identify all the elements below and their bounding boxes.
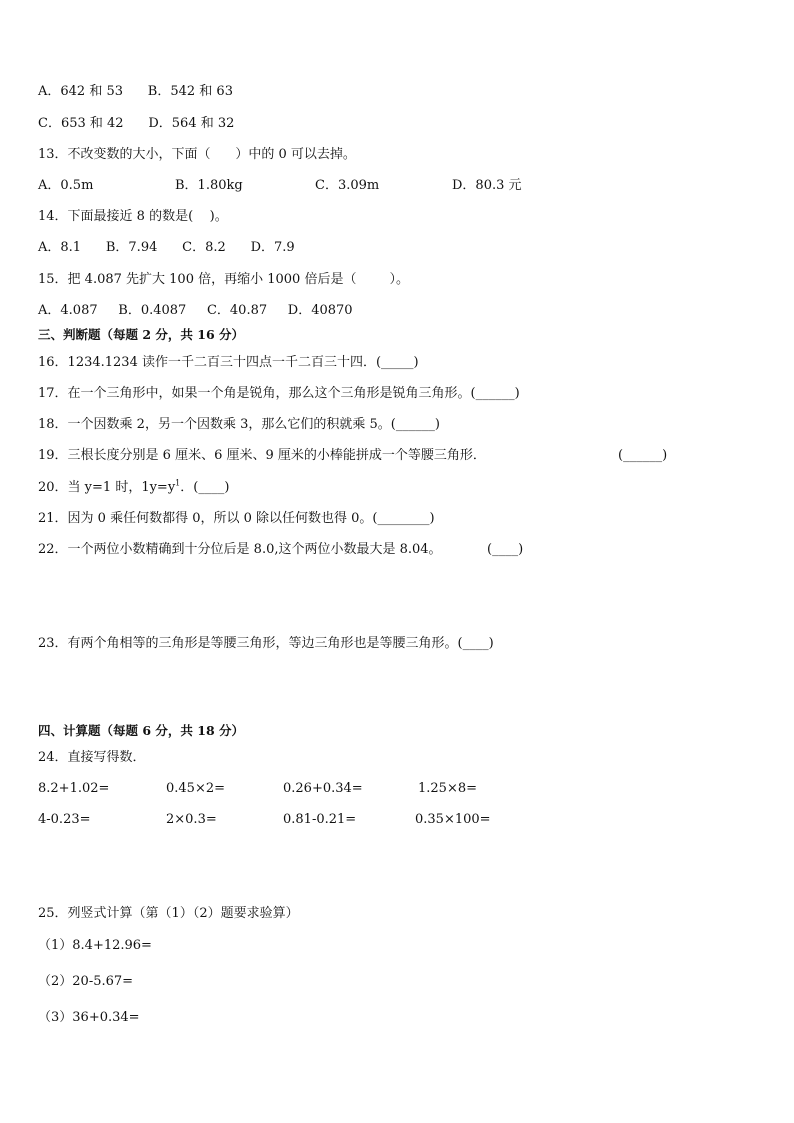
- q13-option-c: C．3.09m: [315, 178, 380, 193]
- q20-suffix: ．(____): [180, 480, 230, 495]
- q21: 21．因为 0 乘任何数都得 0，所以 0 除以任何数也得 0。(________): [38, 511, 435, 526]
- q24-item: 1.25×8=: [418, 781, 478, 796]
- q14-stem: 14．下面最接近 8 的数是( )。: [38, 209, 228, 224]
- q14-options: A．8.1 B．7.94 C．8.2 D．7.9: [38, 240, 295, 255]
- q22-text: 22．一个两位小数精确到十分位后是 8.0,这个两位小数最大是 8.04。: [38, 542, 442, 557]
- section-4-heading: 四、计算题（每题 6 分，共 18 分）: [38, 723, 245, 738]
- q20-prefix: 20．当 y=1 时，1y=y: [38, 480, 176, 495]
- q15-stem: 15．把 4.087 先扩大 100 倍，再缩小 1000 倍后是（ ）。: [38, 272, 410, 287]
- q13-option-b: B．1.80kg: [175, 178, 243, 193]
- q13-option-d: D．80.3 元: [452, 178, 522, 193]
- q25-part-2: （2）20-5.67=: [38, 974, 134, 989]
- q24-item: 2×0.3=: [166, 812, 217, 827]
- q24-item: 0.81-0.21=: [283, 812, 357, 827]
- q20: [38, 480, 229, 496]
- q24-item: 0.26+0.34=: [283, 781, 363, 796]
- q24-item: 8.2+1.02=: [38, 781, 110, 796]
- q24-item: 0.45×2=: [166, 781, 226, 796]
- q13-option-a: A．0.5m: [38, 178, 94, 193]
- q16: 16．1234.1234 读作一千二百三十四点一千二百三十四．(_____): [38, 355, 419, 370]
- q24-item: 4-0.23=: [38, 812, 91, 827]
- q13-stem: 13．不改变数的大小，下面（ ）中的 0 可以去掉。: [38, 147, 356, 162]
- q25-part-1: （1）8.4+12.96=: [38, 938, 152, 953]
- q23: 23．有两个角相等的三角形是等腰三角形，等边三角形也是等腰三角形。(____): [38, 636, 494, 651]
- q12-options-row2: C．653 和 42 D．564 和 32: [38, 116, 235, 131]
- q25-stem: 25．列竖式计算（第（1）（2）题要求验算）: [38, 906, 299, 921]
- q20-exponent: 1: [175, 478, 181, 488]
- q19-answer-blank: (______): [618, 448, 668, 463]
- q12-options-row1: A．642 和 53 B．542 和 63: [38, 84, 233, 99]
- section-3-heading: 三、判断题（每题 2 分，共 16 分）: [38, 327, 245, 342]
- q25-part-3: （3）36+0.34=: [38, 1010, 140, 1025]
- q24-stem: 24．直接写得数．: [38, 750, 146, 765]
- q17: 17．在一个三角形中，如果一个角是锐角，那么这个三角形是锐角三角形。(______): [38, 386, 520, 401]
- q19-text: 19．三根长度分别是 6 厘米、6 厘米、9 厘米的小棒能拼成一个等腰三角形．: [38, 448, 486, 463]
- q15-options: A．4.087 B．0.4087 C．40.87 D．40870: [38, 303, 353, 318]
- q22-answer-blank: (____): [487, 542, 524, 557]
- q18: 18．一个因数乘 2，另一个因数乘 3，那么它们的积就乘 5。(______): [38, 417, 440, 432]
- q24-item: 0.35×100=: [415, 812, 491, 827]
